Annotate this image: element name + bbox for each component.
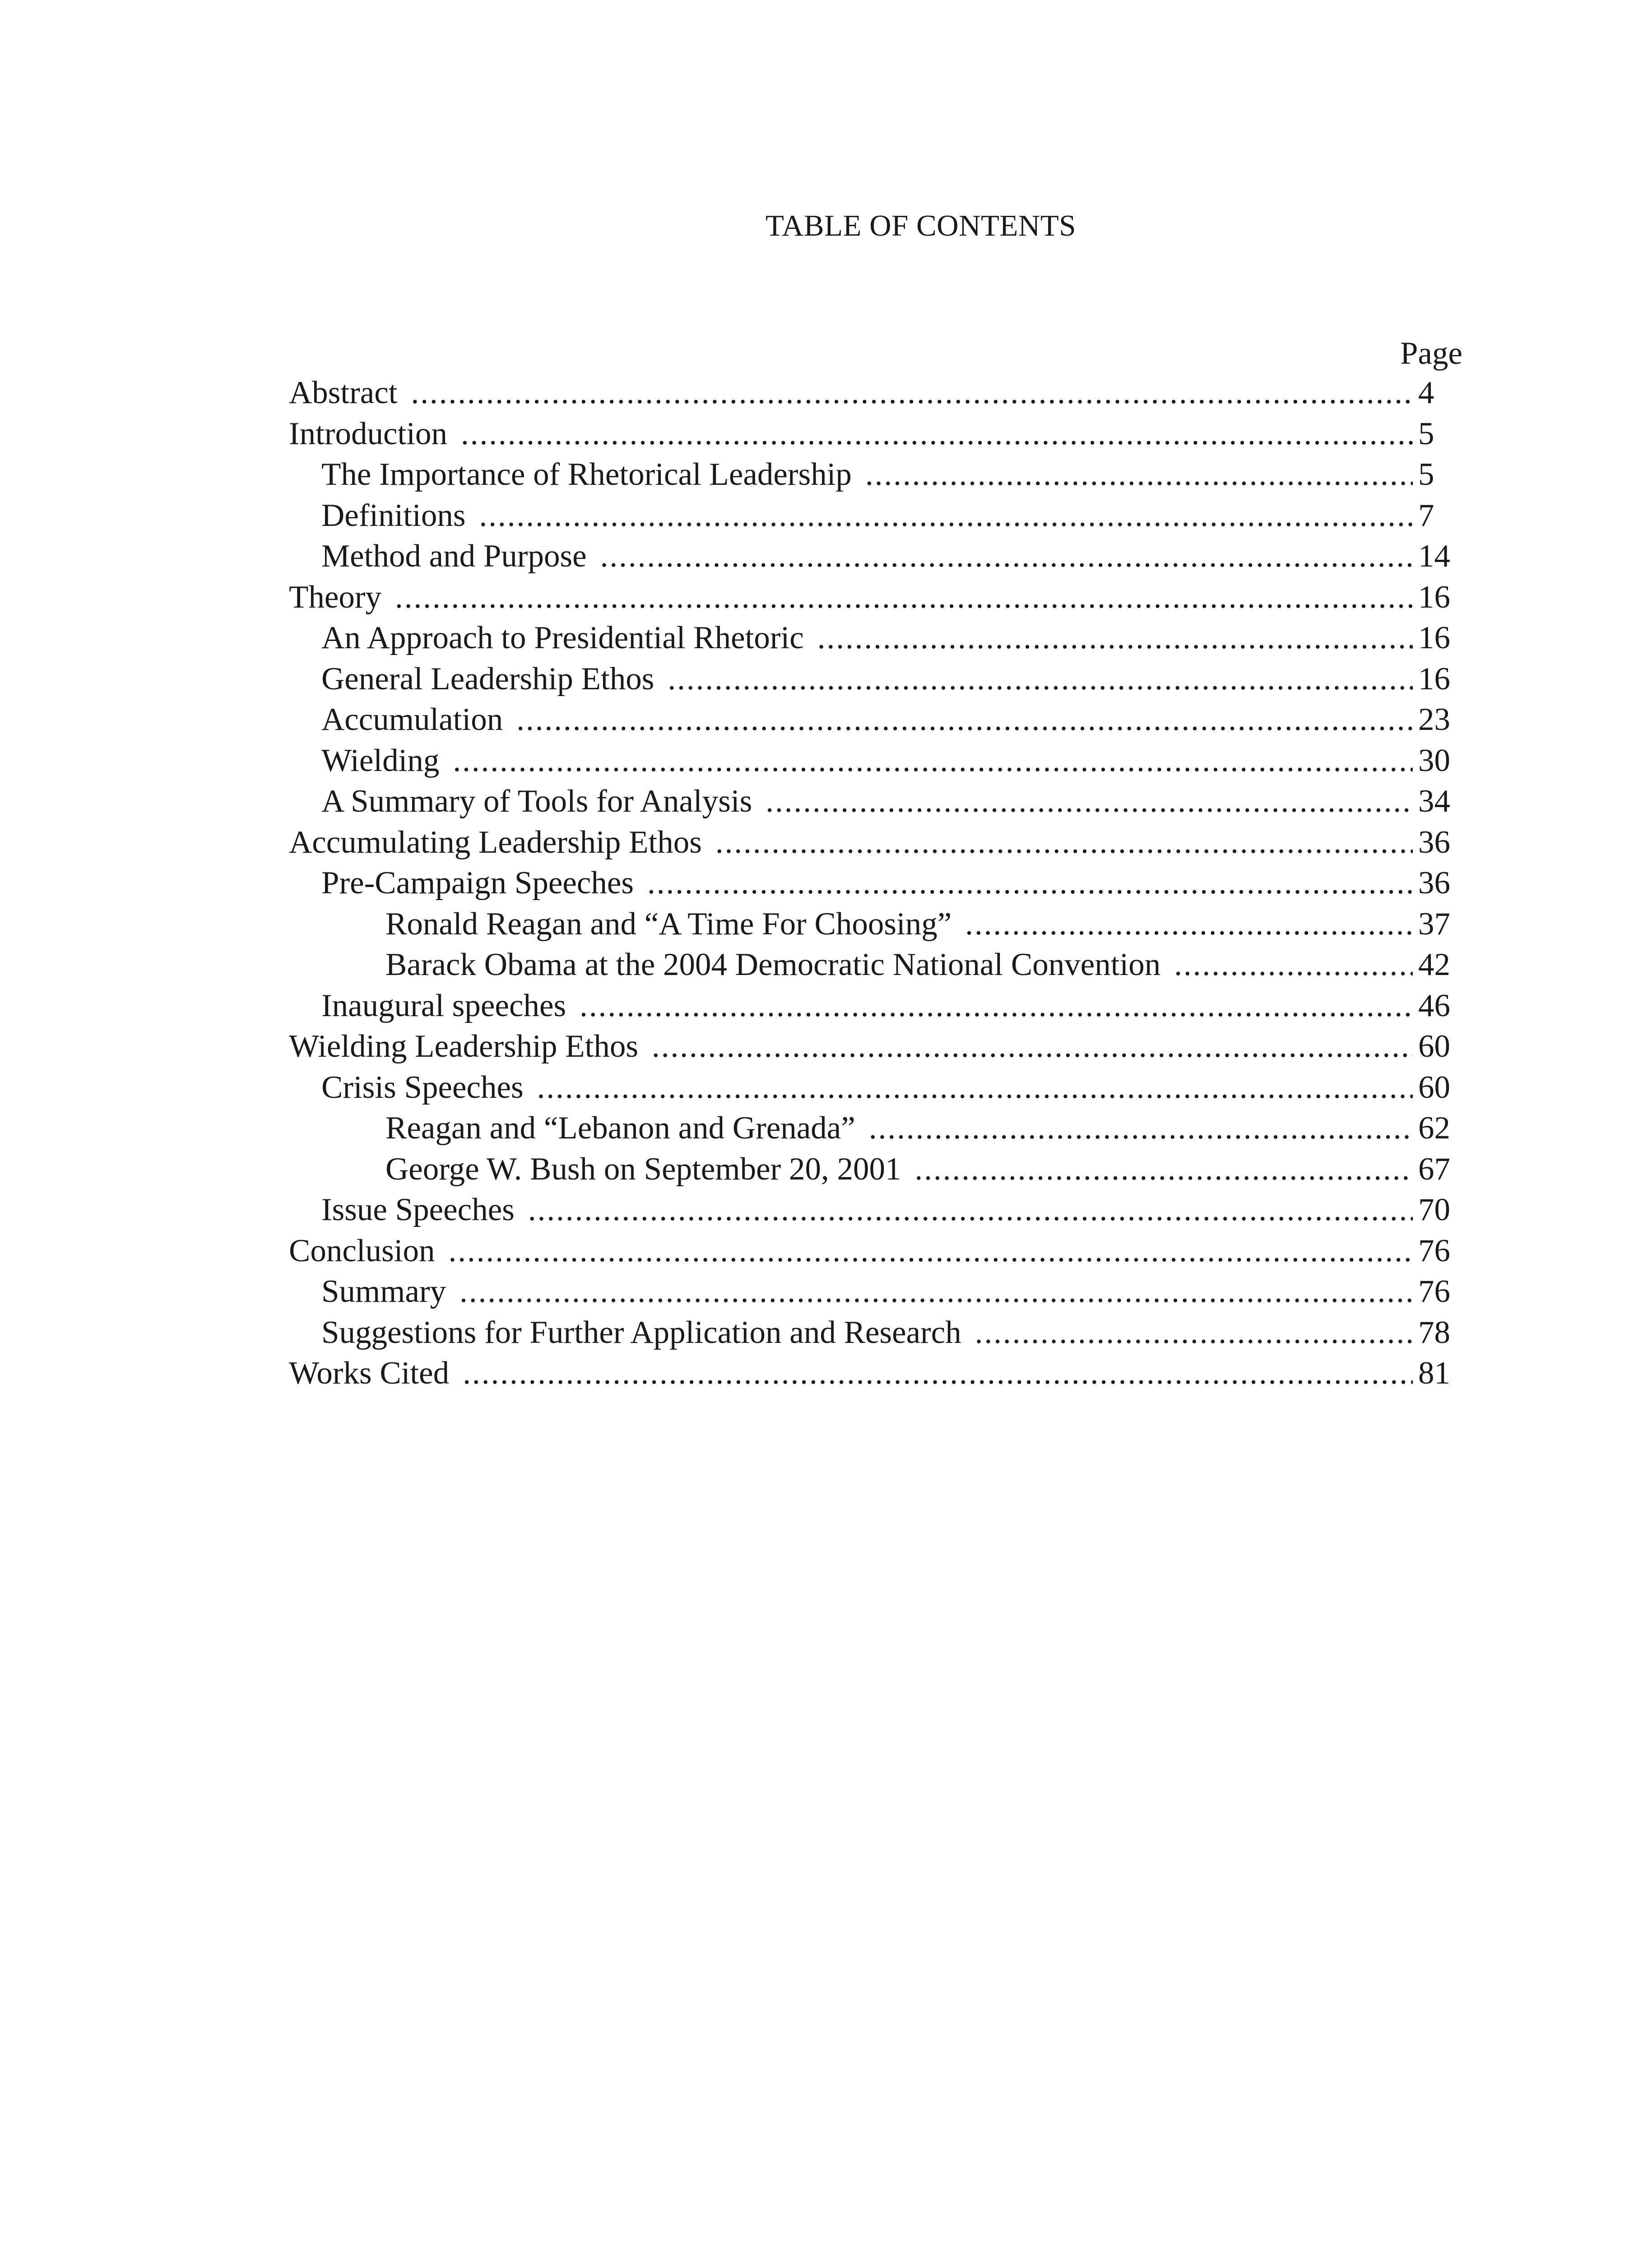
toc-entry-label: A Summary of Tools for Analysis [321,784,752,819]
toc-entry [289,1231,1452,1272]
toc-entry [289,1108,1452,1149]
dot-leader [580,985,1413,1026]
toc-entry-page-number: 46 [1418,988,1450,1023]
toc-entry-label: Pre-Campaign Speeches [321,865,634,901]
toc-entry-page-number: 16 [1418,579,1450,615]
toc-entry-label: Accumulating Leadership Ethos [289,824,702,860]
dot-leader [652,1026,1413,1067]
toc-entry-label: Works Cited [289,1356,450,1391]
dot-leader [516,699,1413,740]
dot-leader [448,1231,1413,1271]
toc-entry-label: An Approach to Presidential Rhetoric [321,620,804,655]
dot-leader [395,577,1413,618]
toc-entry [289,1312,1452,1353]
toc-entry-label: Theory [289,579,382,615]
dot-leader [975,1312,1413,1353]
toc-entry-page-number: 78 [1418,1314,1450,1350]
dot-leader [537,1067,1413,1108]
toc-entry-page-number: 4 [1418,375,1434,410]
toc-entry-label: Accumulation [321,702,503,737]
toc-entry-page-number: 62 [1418,1110,1450,1146]
toc-entry-page-number: 7 [1418,497,1434,533]
toc-entry-page-number: 34 [1418,784,1450,819]
toc-entry-label: Suggestions for Further Application and Research [321,1314,961,1350]
dot-leader [869,1108,1413,1148]
toc-entry-label: Wielding Leadership Ethos [289,1029,638,1064]
table-of-contents [289,372,1452,1394]
toc-entry [289,781,1452,822]
toc-entry-label: Definitions [321,497,466,533]
toc-entry-page-number: 30 [1418,743,1450,778]
toc-entry [289,1026,1452,1067]
toc-entry [289,372,1452,413]
toc-entry [289,495,1452,536]
dot-leader [668,659,1413,699]
dot-leader [647,863,1413,903]
toc-entry [289,985,1452,1026]
dot-leader [453,740,1413,781]
toc-entry-label: Inaugural speeches [321,988,566,1023]
toc-entry-page-number: 16 [1418,620,1450,655]
toc-entry [289,699,1452,740]
toc-entry-label: Abstract [289,375,398,410]
toc-entry-label: George W. Bush on September 20, 2001 [385,1151,901,1187]
toc-entry-page-number: 5 [1418,416,1434,451]
dot-leader [528,1189,1413,1230]
toc-entry-page-number: 60 [1418,1029,1450,1064]
toc-entry-label: Method and Purpose [321,539,587,574]
dot-leader [479,495,1413,536]
toc-entry-page-number: 76 [1418,1233,1450,1268]
toc-entry [289,413,1452,455]
dot-leader [459,1271,1413,1312]
page-column-heading: Page [1400,336,1462,371]
toc-entry-label: Conclusion [289,1233,435,1268]
toc-entry-page-number: 67 [1418,1151,1450,1187]
toc-entry-page-number: 16 [1418,661,1450,697]
toc-entry [289,740,1452,781]
toc-entry-label: Wielding [321,743,440,778]
toc-entry [289,863,1452,904]
page-title: TABLE OF CONTENTS [765,209,1077,242]
toc-entry-page-number: 23 [1418,702,1450,737]
dot-leader [965,904,1413,944]
dot-leader [600,536,1413,576]
toc-entry [289,659,1452,700]
toc-entry-label: The Importance of Rhetorical Leadership [321,457,852,492]
toc-entry-label: Reagan and “Lebanon and Grenada” [385,1110,855,1146]
toc-entry [289,1189,1452,1231]
toc-entry [289,944,1452,985]
toc-entry [289,454,1452,495]
toc-entry-page-number: 60 [1418,1069,1450,1105]
toc-entry-page-number: 14 [1418,539,1450,574]
toc-entry [289,1149,1452,1190]
toc-entry-page-number: 37 [1418,906,1450,942]
toc-entry-label: Barack Obama at the 2004 Democratic National Convention [385,947,1161,982]
toc-entry-label: Ronald Reagan and “A Time For Choosing” [385,906,952,942]
toc-entry-page-number: 36 [1418,865,1450,901]
toc-entry-label: Issue Speeches [321,1192,515,1227]
toc-entry [289,618,1452,659]
toc-entry [289,822,1452,863]
toc-entry-label: General Leadership Ethos [321,661,654,697]
toc-entry-label: Summary [321,1274,446,1309]
toc-entry [289,1067,1452,1108]
dot-leader [1174,944,1413,985]
toc-entry-page-number: 76 [1418,1274,1450,1309]
dot-leader [865,454,1413,495]
dot-leader [766,781,1413,822]
toc-entry [289,904,1452,945]
toc-entry [289,1353,1452,1394]
dot-leader [411,372,1413,413]
dot-leader [463,1353,1413,1393]
toc-entry [289,577,1452,618]
dot-leader [461,413,1413,454]
toc-entry-page-number: 36 [1418,824,1450,860]
toc-entry [289,536,1452,577]
toc-entry-label: Introduction [289,416,447,451]
toc-entry-page-number: 70 [1418,1192,1450,1227]
toc-entry-page-number: 81 [1418,1356,1450,1391]
dot-leader [817,618,1413,658]
toc-entry [289,1271,1452,1312]
dot-leader [715,822,1413,863]
toc-entry-page-number: 5 [1418,457,1434,492]
dot-leader [914,1149,1413,1189]
toc-entry-label: Crisis Speeches [321,1069,524,1105]
toc-entry-page-number: 42 [1418,947,1450,982]
